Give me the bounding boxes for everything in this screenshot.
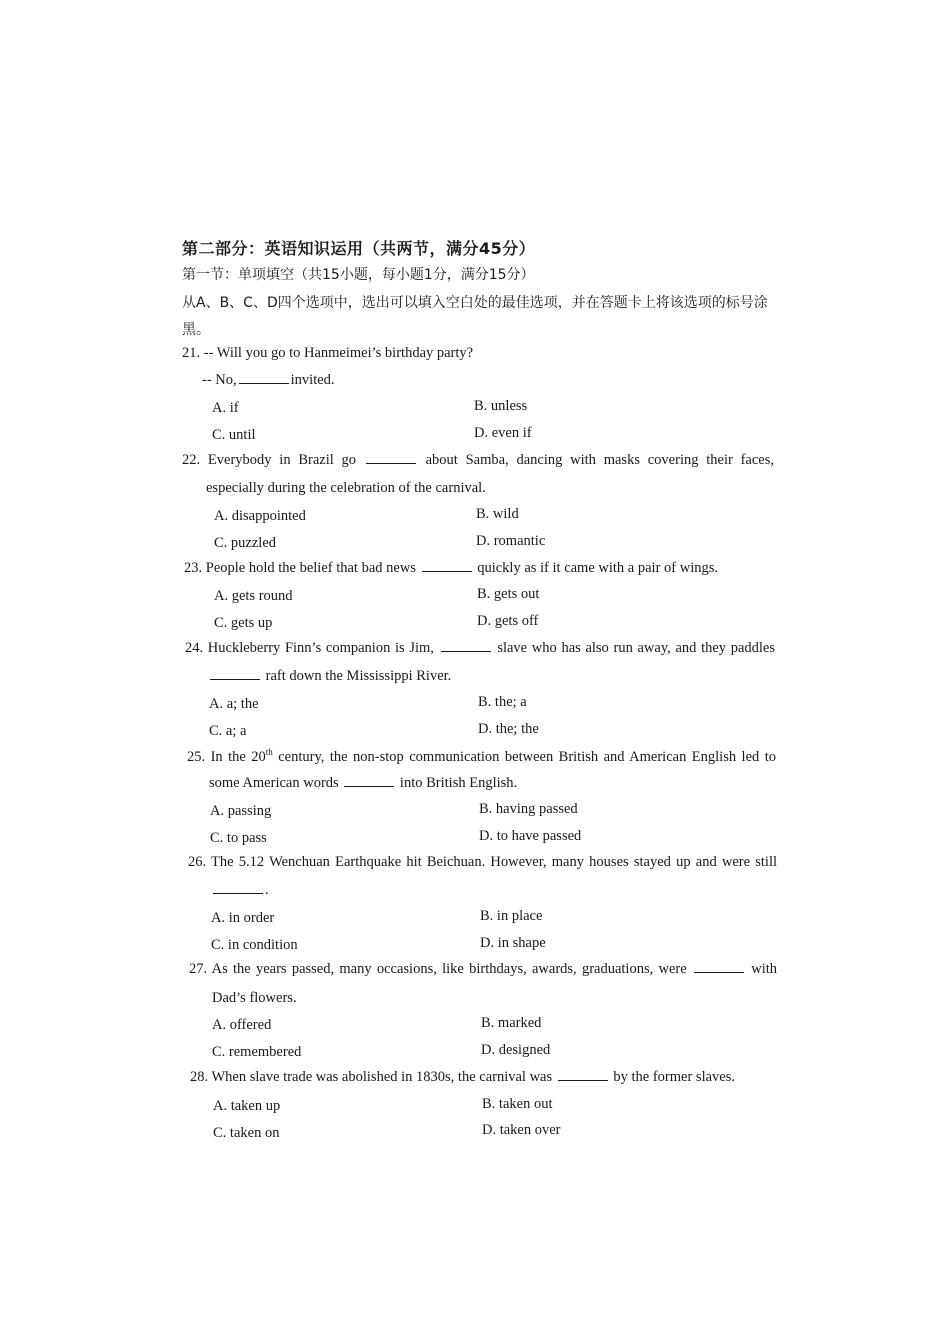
question-21-option-c: C. until xyxy=(212,427,256,443)
question-28-option-a: A. taken up xyxy=(213,1098,281,1114)
answer-blank xyxy=(344,785,394,787)
question-27-option-b: B. marked xyxy=(481,1015,542,1031)
question-21-reply: -- No, invited. xyxy=(202,372,335,388)
question-22-option-a: A. disappointed xyxy=(214,508,306,524)
question-22-stem: 22. Everybody in Brazil go about Samba, dancing with masks covering their faces, xyxy=(182,452,774,468)
answer-blank xyxy=(213,892,263,894)
answer-blank xyxy=(441,650,491,652)
instructions: 从A、B、C、D四个选项中，选出可以填入空白处的最佳选项，并在答题卡上将该选项的标号涂黑。 xyxy=(182,295,768,338)
question-21-option-a: A. if xyxy=(212,400,239,416)
question-25-option-d: D. to have passed xyxy=(479,828,582,844)
question-27-option-c: C. remembered xyxy=(212,1044,302,1060)
question-24-option-b: B. the; a xyxy=(478,694,527,710)
question-26-option-a: A. in order xyxy=(211,910,275,926)
question-28-option-d: D. taken over xyxy=(482,1122,561,1138)
question-24-stem: 24. Huckleberry Finn’s companion is Jim, slave who has also run away, and they paddles xyxy=(185,640,776,656)
section-title: 第一节：单项填空（共15小题，每小题1分，满分15分） xyxy=(182,267,535,283)
question-23-option-c: C. gets up xyxy=(214,615,273,631)
question-24-stem-cont: raft down the Mississippi River. xyxy=(208,668,451,685)
question-24-option-a: A. a; the xyxy=(209,696,259,712)
question-26-stem-cont: . xyxy=(211,882,269,899)
question-28-stem: 28. When slave trade was abolished in 1830s, the carnival was by the former slaves. xyxy=(190,1069,735,1085)
answer-blank xyxy=(694,971,744,973)
question-23-option-a: A. gets round xyxy=(214,588,293,604)
question-27-stem: 27. As the years passed, many occasions, like birthdays, awards, graduations, were with xyxy=(189,961,778,977)
question-22-option-c: C. puzzled xyxy=(214,535,277,551)
question-26-option-b: B. in place xyxy=(480,908,543,924)
question-25-option-b: B. having passed xyxy=(479,801,578,817)
part-title: 第二部分：英语知识运用（共两节，满分45分） xyxy=(182,239,536,258)
question-26-option-d: D. in shape xyxy=(480,935,546,951)
question-22-stem-cont: especially during the celebration of the carnival. xyxy=(206,480,486,496)
question-23-option-d: D. gets off xyxy=(477,613,539,629)
answer-blank xyxy=(210,678,260,680)
question-22-option-d: D. romantic xyxy=(476,533,546,549)
question-21-option-d: D. even if xyxy=(474,425,532,441)
question-24-option-d: D. the; the xyxy=(478,721,539,737)
question-26-stem: 26. The 5.12 Wenchuan Earthquake hit Beichuan. However, many houses stayed up and were still xyxy=(188,854,777,870)
question-28-option-b: B. taken out xyxy=(482,1096,553,1112)
question-25-option-c: C. to pass xyxy=(210,830,267,846)
question-24-option-c: C. a; a xyxy=(209,723,247,739)
question-26-option-c: C. in condition xyxy=(211,937,298,953)
question-27-stem-cont: Dad’s flowers. xyxy=(212,990,297,1006)
question-27-option-a: A. offered xyxy=(212,1017,272,1033)
answer-blank xyxy=(422,570,472,572)
answer-blank xyxy=(558,1079,608,1081)
answer-blank xyxy=(239,382,289,384)
question-25-stem: 25. In the 20th century, the non-stop communication between British and American English led to xyxy=(187,747,776,765)
question-21-stem: 21. -- Will you go to Hanmeimei’s birthday party? xyxy=(182,345,474,361)
question-21-option-b: B. unless xyxy=(474,398,528,414)
question-28-option-c: C. taken on xyxy=(213,1125,280,1141)
question-22-option-b: B. wild xyxy=(476,506,519,522)
answer-blank xyxy=(366,462,416,464)
question-25-stem-cont: some American words into British English. xyxy=(209,775,518,791)
question-27-option-d: D. designed xyxy=(481,1042,551,1058)
question-23-option-b: B. gets out xyxy=(477,586,540,602)
question-23-stem: 23. People hold the belief that bad news quickly as if it came with a pair of wings. xyxy=(184,560,719,576)
question-25-option-a: A. passing xyxy=(210,803,272,819)
